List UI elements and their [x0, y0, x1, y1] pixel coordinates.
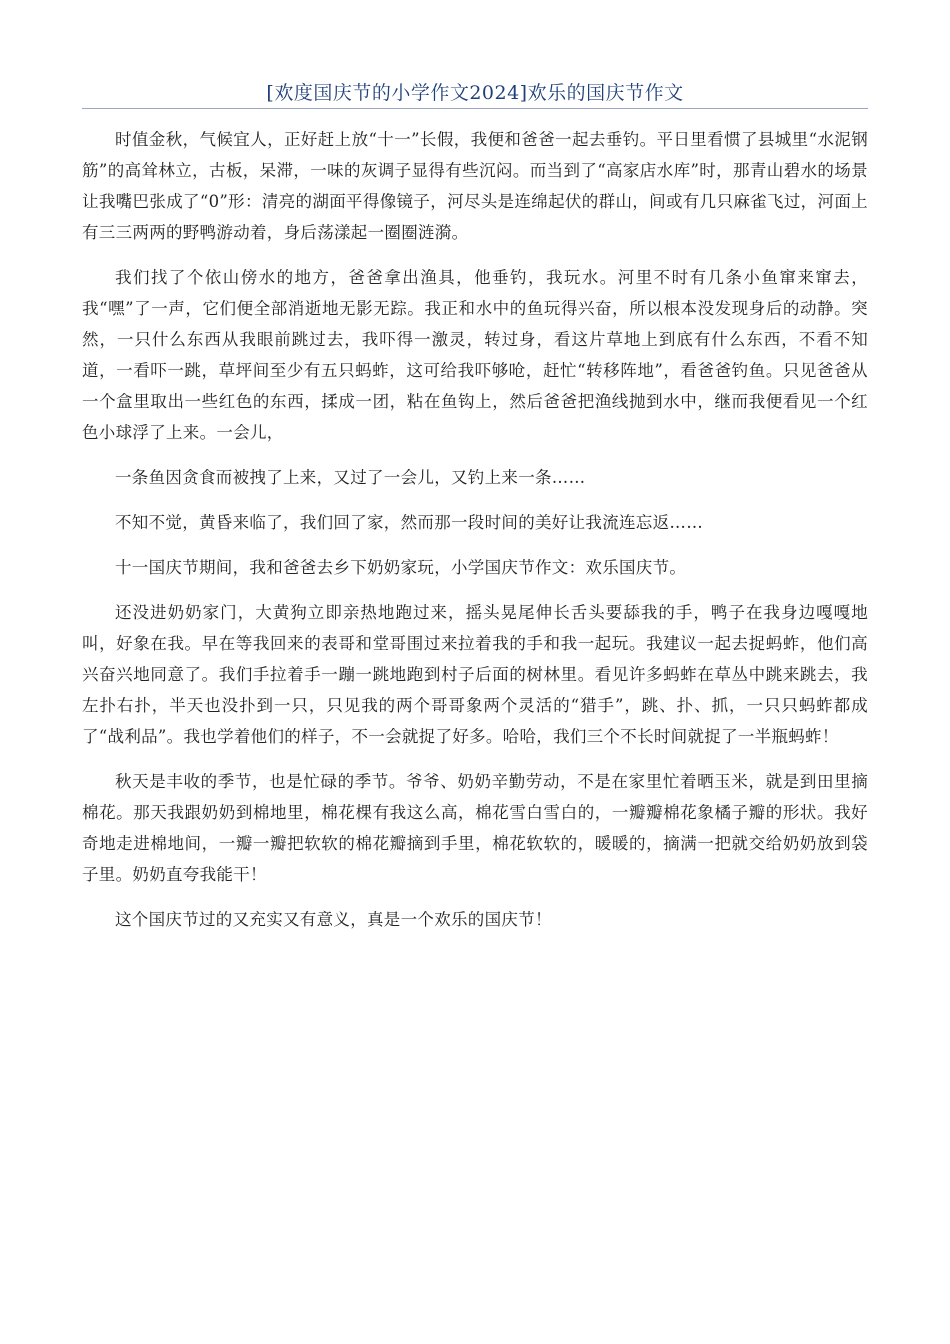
- paragraph-5: 十一国庆节期间，我和爸爸去乡下奶奶家玩，小学国庆节作文：欢乐国庆节。: [115, 558, 687, 577]
- paragraph-2: 我们找了个依山傍水的地方，爸爸拿出渔具，他垂钓，我玩水。河里不时有几条小鱼窜来窜去，我“嘿”了一声，它们便全部消逝地无影无踪。我正和水中的鱼玩得兴奋，所以根本没发现身后的动静。突然，一只什么东西从我眼前跳过去，我吓得一激灵，转过身，看这片草地上到底有什么东西，不看不知道，一看吓一跳，草坪间至少有五只蚂蚱，这可给我吓够呛，赶忙“转移阵地”，看爸爸钓鱼。只见爸爸从一个盒里取出一些红色的东西，揉成一团，粘在鱼钩上，然后爸爸把渔线抛到水中，继而我便看见一个红色小球浮了上来。一会儿，: [82, 268, 868, 442]
- title-divider: [82, 108, 868, 109]
- document-title: [欢度国庆节的小学作文2024]欢乐的国庆节作文: [266, 82, 684, 104]
- paragraph-7: 秋天是丰收的季节，也是忙碌的季节。爷爷、奶奶辛勤劳动，不是在家里忙着晒玉米，就是到田里摘棉花。那天我跟奶奶到棉地里，棉花棵有我这么高，棉花雪白雪白的，一瓣瓣棉花象橘子瓣的形状。我好奇地走进棉地间，一瓣一瓣把软软的棉花瓣摘到手里，棉花软软的，暖暖的，摘满一把就交给奶奶放到袋子里。奶奶直夸我能干！: [82, 772, 868, 884]
- paragraph-4: 不知不觉，黄昏来临了，我们回了家，然而那一段时间的美好让我流连忘返……: [115, 513, 703, 532]
- paragraph-8: 这个国庆节过的又充实又有意义，真是一个欢乐的国庆节！: [115, 910, 552, 929]
- paragraph-3: 一条鱼因贪食而被拽了上来，又过了一会儿，又钓上来一条……: [115, 468, 586, 487]
- paragraph-1: 时值金秋，气候宜人，正好赶上放“十一”长假，我便和爸爸一起去垂钓。平日里看惯了县城里“水泥钢筋”的高耸林立，古板，呆滞，一味的灰调子显得有些沉闷。而当到了“高家店水库”时，那青山碧水的场景让我嘴巴张成了“0”形：清亮的湖面平得像镜子，河尽头是连绵起伏的群山，间或有几只麻雀飞过，河面上有三三两两的野鸭游动着，身后荡漾起一圈圈涟漪。: [82, 130, 868, 242]
- document-body: [82, 124, 868, 949]
- paragraph-6: 还没进奶奶家门，大黄狗立即亲热地跑过来，摇头晃尾伸长舌头要舔我的手，鸭子在我身边嘎嘎地叫，好象在我。早在等我回来的表哥和堂哥围过来拉着我的手和我一起玩。我建议一起去捉蚂蚱，他们高兴奋兴地同意了。我们手拉着手一蹦一跳地跑到村子后面的树林里。看见许多蚂蚱在草丛中跳来跳去，我左扑右扑，半天也没扑到一只，只见我的两个哥哥象两个灵活的“猎手”，跳、扑、抓，一只只蚂蚱都成了“战利品”。我也学着他们的样子，不一会就捉了好多。哈哈，我们三个不长时间就捉了一半瓶蚂蚱！: [82, 603, 868, 746]
